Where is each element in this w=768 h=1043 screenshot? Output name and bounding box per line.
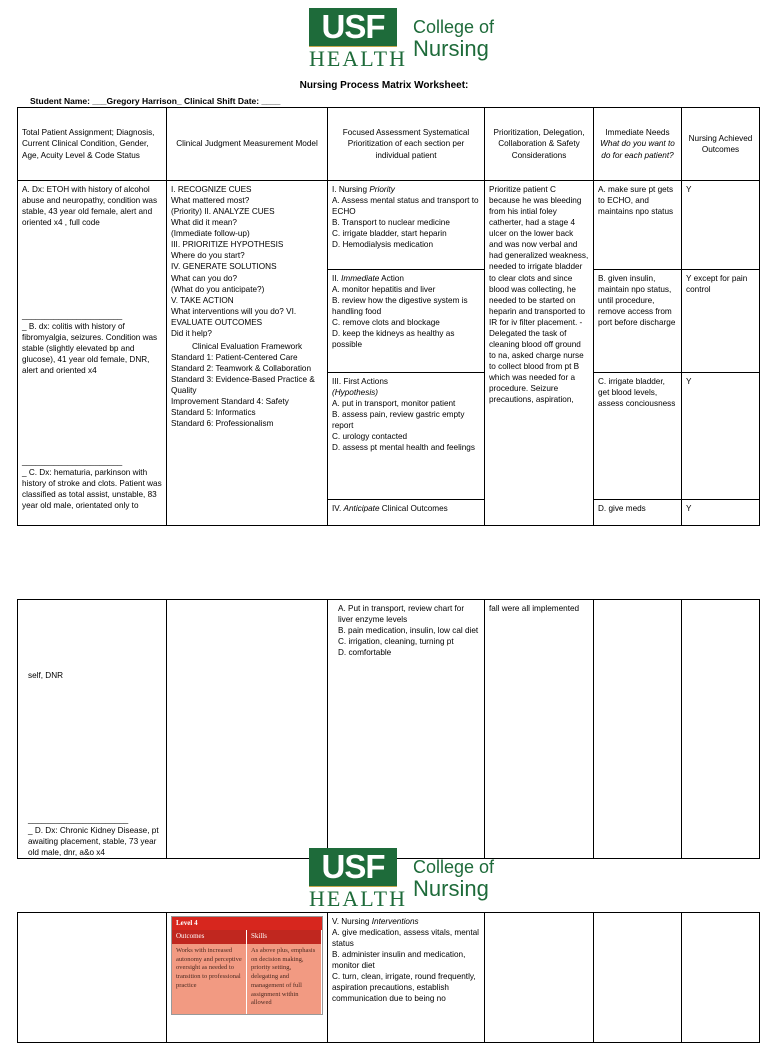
focused-section-4-items: A. Put in transport, review chart for liver enzyme levels B. pain medication, insulin, low cal diet C. irrigation, cleaning, turning pt D. comfortable: [328, 600, 485, 859]
logo-usf-text: USF: [309, 8, 397, 46]
outcome-page3-cell: [682, 913, 760, 1043]
outcome-c: Y: [682, 373, 760, 500]
section-2-title: II. Immediate Action: [332, 274, 404, 283]
outcome-b: Y except for pain control: [682, 270, 760, 373]
patient-b: ______________________ _ B. dx: colitis with history of fibromyalgia, seizures. Condition was stable (slightly elevated bp and glucose), 41 year old female, DNR, alert and oriented x4: [22, 311, 158, 376]
usf-health-logo-2: [309, 848, 494, 910]
prioritization-cell: Prioritize patient C because he was bleeding from his intial foley catherter, had a stage 4 ulcer on the lower back and was now verbal and had generalized weakness, needed to irrigate bladder to clear clots and since blood was collecting, he needed to be started on heparin and transported to IR for iv filter placement. - Delegated the task of cleaning blood off ground to na, asked charge nurse to collect blood from pt B which was needed for a procedure. Seizure precautions, aspiration,: [485, 181, 594, 526]
outcome-d: Y: [682, 500, 760, 526]
immediate-need-c: C. irrigate bladder, get blood levels, assess conciousness: [594, 373, 682, 500]
nursing-matrix-table-3: [17, 912, 760, 1043]
rubric-level: Level 4: [172, 917, 322, 930]
immediate-need-a: A. make sure pt gets to ECHO, and maintains npo status: [594, 181, 682, 270]
patient-c: ______________________ _ C. Dx: hematuria, parkinson with history of stroke and clots. Patient was classified as total assist, unstable, 83 year old male, orientated only to: [22, 457, 162, 511]
immediate-cont-cell: [594, 600, 682, 859]
patients-page3-cell: [18, 913, 167, 1043]
outcome-cont-cell: [682, 600, 760, 859]
cjmm-cont-cell: [167, 600, 328, 859]
section-1-title: I. Nursing Priority: [332, 185, 395, 194]
prioritization-continued: fall were all implemented: [485, 600, 594, 859]
cjmm-cell: [167, 181, 328, 526]
header-cjmm: Clinical Judgment Measurement Model: [167, 108, 328, 181]
focused-section-3: [328, 373, 485, 500]
rubric-col-skills: Skills: [247, 930, 322, 943]
section-3-title: III. First Actions: [332, 377, 388, 386]
student-name-line: Student Name: ___Gregory Harrison_ Clinical Shift Date: ____: [30, 96, 281, 106]
nursing-matrix-table-2: [17, 599, 760, 859]
header-focused-assessment: Focused Assessment Systematical Prioritization of each section per individual patient: [328, 108, 485, 181]
logo-college-line2: Nursing: [413, 35, 489, 61]
section-5-title: V. Nursing Interventions: [332, 917, 419, 926]
nursing-matrix-table-1: [17, 107, 760, 526]
outcome-a: Y: [682, 181, 760, 270]
logo-college-line1: College of: [413, 17, 495, 37]
focused-section-2: [328, 270, 485, 373]
rubric-outcomes-text: Works with increased autonomy and perceptive oversight as needed to transition to professional practice: [172, 944, 247, 1014]
header-patient-assignment: Total Patient Assignment; Diagnosis, Current Clinical Condition, Gender, Age, Acuity Level & Code Status: [18, 108, 167, 181]
framework-title: Clinical Evaluation Framework: [191, 341, 303, 351]
worksheet-title: Nursing Process Matrix Worksheet:: [299, 80, 469, 91]
header-prioritization: Prioritization, Delegation, Collaboration & Safety Considerations: [485, 108, 594, 181]
header-immediate-needs: Immediate Needs What do you want to do for each patient?: [594, 108, 682, 181]
rubric-skills-text: As above plus, emphasis on decision making, priority setting, delegating and management of full assignment within allowed: [247, 944, 322, 1014]
section-1-items: A. Assess mental status and transport to ECHO B. Transport to nuclear medicine C. irrigate bladder, start heparin D. Hemodialysis medication: [332, 196, 479, 250]
focused-section-1: [328, 181, 485, 270]
logo-health-text: HEALTH: [309, 886, 407, 911]
logo-college-line1: College of: [413, 857, 495, 877]
cjmm-page3-cell: [167, 913, 328, 1043]
usf-health-logo: [309, 8, 494, 70]
logo-college-line2: Nursing: [413, 875, 489, 901]
section-2-items: A. monitor hepatitis and liver B. review how the digestive system is handling food C. remove clots and blockage D. keep the kidneys as healthy as possible: [332, 285, 468, 350]
logo-usf-text: USF: [309, 848, 397, 886]
framework-standards: Standard 1: Patient-Centered Care Standard 2: Teamwork & Collaboration Standard 3: Evidence-Based Practice & Quality Improvement Standard 4: Safety Standard 5: Informatics Standard 6: Professionalism: [171, 352, 315, 429]
immediate-page3-cell: [594, 913, 682, 1043]
immediate-need-b: B. given insulin, maintain npo status, until procedure, remove access from port before discharge: [594, 270, 682, 373]
header-achieved-outcomes: Nursing Achieved Outcomes: [682, 108, 760, 181]
immediate-need-d: D. give meds: [594, 500, 682, 526]
patients-cell: [18, 181, 167, 526]
patients-cont-cell: [18, 600, 167, 859]
section-3-items: A. put in transport, monitor patient B. assess pain, review gastric empty report C. urology contacted D. assess pt mental health and feelings: [332, 399, 475, 453]
logo-health-text: HEALTH: [309, 46, 407, 71]
patient-d: ______________________ _ D. Dx: Chronic Kidney Disease, pt awaiting placement, stable, 73 year old male, dnr, a&o x4: [28, 815, 159, 858]
patient-c-continued: self, DNR: [28, 671, 64, 680]
prioritization-page3-cell: [485, 913, 594, 1043]
focused-section-5: [328, 913, 485, 1043]
cjmm-steps: I. RECOGNIZE CUES What mattered most? (Priority) II. ANALYZE CUES What did it mean? (Immediate follow-up) III. PRIORITIZE HYPOTHESIS Where do you start? IV. GENERATE SOLUTIONS What can you do? (What do you anticipate?) V. TAKE ACTION What interventions will you do? VI. EVALUATE OUTCOMES Did it help?: [171, 185, 297, 338]
section-3-subtitle: (Hypothesis): [332, 388, 378, 398]
section-5-items: A. give medication, assess vitals, mental status B. administer insulin and medication, monitor diet C. turn, clean, irrigate, round frequently, aspiration precautions, establish communication due to being no: [332, 928, 479, 1004]
patient-a: A. Dx: ETOH with history of alcohol abuse and neuropathy, condition was stable, 43 year old female, alert and oriented x4 , full code: [22, 185, 158, 228]
focused-section-4: IV. Anticipate Clinical Outcomes: [328, 500, 485, 526]
level-4-rubric-image: [171, 916, 323, 1015]
rubric-col-outcomes: Outcomes: [172, 930, 247, 943]
